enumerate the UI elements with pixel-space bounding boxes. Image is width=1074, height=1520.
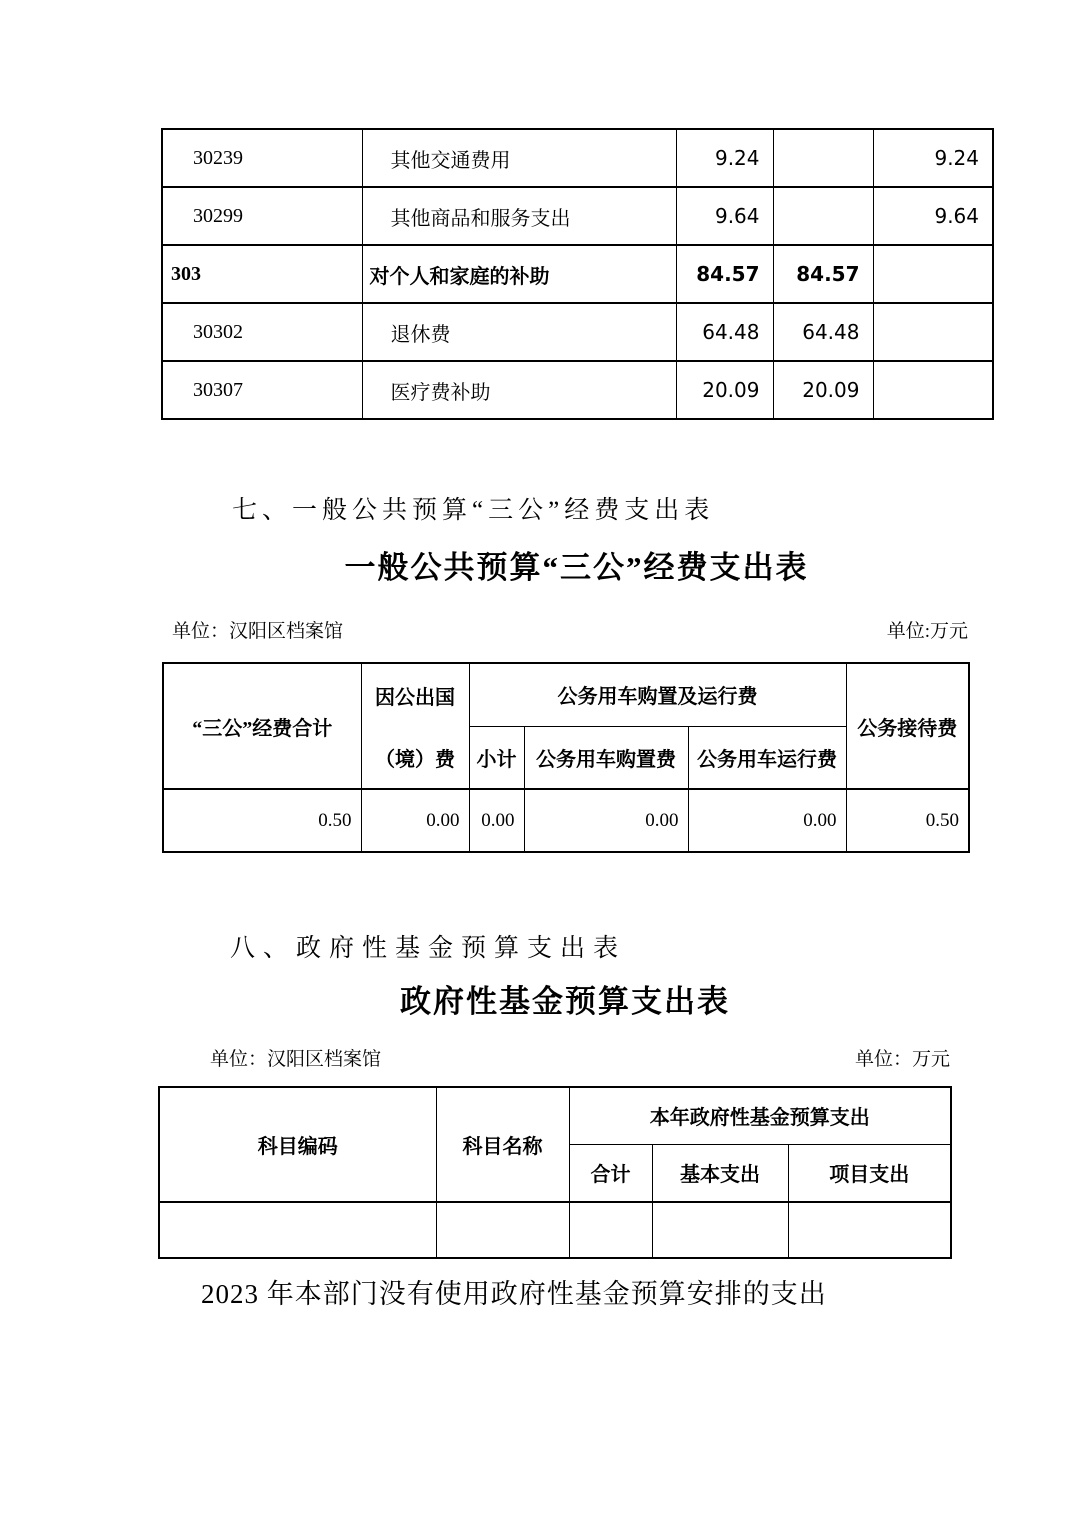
unit-name-label: 单位：汉阳区档案馆 [172, 621, 344, 642]
section-7-heading: 七、一般公共预算“三公”经费支出表 [232, 497, 715, 524]
value-cell [873, 303, 993, 361]
value-cell: 9.24 [676, 129, 773, 187]
value-cell [773, 129, 873, 187]
value-cell: 0.00 [524, 789, 688, 852]
header-vehicle-operation: 公务用车运行费 [688, 726, 846, 789]
value-cell: 0.00 [361, 789, 469, 852]
table-row [162, 303, 993, 361]
header-abroad-fee [361, 663, 469, 789]
value-cell: 20.09 [773, 361, 873, 419]
empty-cell [569, 1202, 652, 1258]
value-cell [773, 187, 873, 245]
sangong-unit-row [172, 616, 968, 643]
value-cell: 84.57 [773, 245, 873, 303]
header-abroad-line2: （境）费 [375, 748, 455, 771]
table-row [162, 187, 993, 245]
subject-code-cell: 303 [162, 245, 362, 303]
subject-name-cell: 医疗费补助 [362, 361, 676, 419]
header-row-1 [163, 663, 969, 726]
header-basic-expense: 基本支出 [652, 1144, 788, 1202]
subject-name-cell: 其他交通费用 [362, 129, 676, 187]
value-cell: 0.50 [846, 789, 969, 852]
header-abroad-line1: 因公出国 [375, 686, 455, 709]
subject-name-cell: 对个人和家庭的补助 [362, 245, 676, 303]
subject-code-cell: 30299 [162, 187, 362, 245]
unit-currency-label: 单位：万元 [854, 1049, 950, 1070]
empty-cell [788, 1202, 951, 1258]
empty-cell [652, 1202, 788, 1258]
subject-name-cell: 退休费 [362, 303, 676, 361]
unit-currency-label: 单位:万元 [886, 621, 968, 642]
budget-expense-continuation-table [161, 128, 994, 420]
table-row [162, 129, 993, 187]
value-cell: 64.48 [676, 303, 773, 361]
header-gov-fund-group: 本年政府性基金预算支出 [569, 1087, 951, 1144]
section-8-heading: 八、政府性基金预算支出表 [230, 935, 627, 962]
header-row-1 [159, 1087, 951, 1144]
empty-cell [436, 1202, 569, 1258]
gov-fund-unit-row [210, 1044, 950, 1071]
sangong-table-title: 一般公共预算“三公”经费支出表 [344, 550, 809, 585]
header-subject-name: 科目名称 [436, 1087, 569, 1202]
header-reception-fee: 公务接待费 [846, 663, 969, 789]
value-cell: 9.64 [873, 187, 993, 245]
value-cell: 84.57 [676, 245, 773, 303]
empty-cell [159, 1202, 436, 1258]
header-subject-code: 科目编码 [159, 1087, 436, 1202]
subject-code-cell: 30239 [162, 129, 362, 187]
subject-code-cell: 30302 [162, 303, 362, 361]
table-row [162, 361, 993, 419]
value-cell: 20.09 [676, 361, 773, 419]
data-row [163, 789, 969, 852]
header-vehicle-purchase: 公务用车购置费 [524, 726, 688, 789]
sangong-expense-table [162, 662, 970, 853]
value-cell [873, 361, 993, 419]
gov-fund-budget-table [158, 1086, 952, 1259]
header-project-expense: 项目支出 [788, 1144, 951, 1202]
value-cell: 0.00 [688, 789, 846, 852]
gov-fund-table-title: 政府性基金预算支出表 [400, 984, 730, 1019]
subject-name-cell: 其他商品和服务支出 [362, 187, 676, 245]
empty-data-row [159, 1202, 951, 1258]
no-gov-fund-note: 2023 年本部门没有使用政府性基金预算安排的支出 [201, 1279, 827, 1309]
value-cell: 64.48 [773, 303, 873, 361]
header-vehicle-group: 公务用车购置及运行费 [469, 663, 846, 726]
header-sangong-total: “三公”经费合计 [163, 663, 361, 789]
header-total: 合计 [569, 1144, 652, 1202]
value-cell [873, 245, 993, 303]
table-row-category [162, 245, 993, 303]
value-cell: 9.24 [873, 129, 993, 187]
value-cell: 0.00 [469, 789, 524, 852]
header-subtotal: 小计 [469, 726, 524, 789]
value-cell: 9.64 [676, 187, 773, 245]
unit-name-label: 单位：汉阳区档案馆 [210, 1049, 382, 1070]
subject-code-cell: 30307 [162, 361, 362, 419]
value-cell: 0.50 [163, 789, 361, 852]
